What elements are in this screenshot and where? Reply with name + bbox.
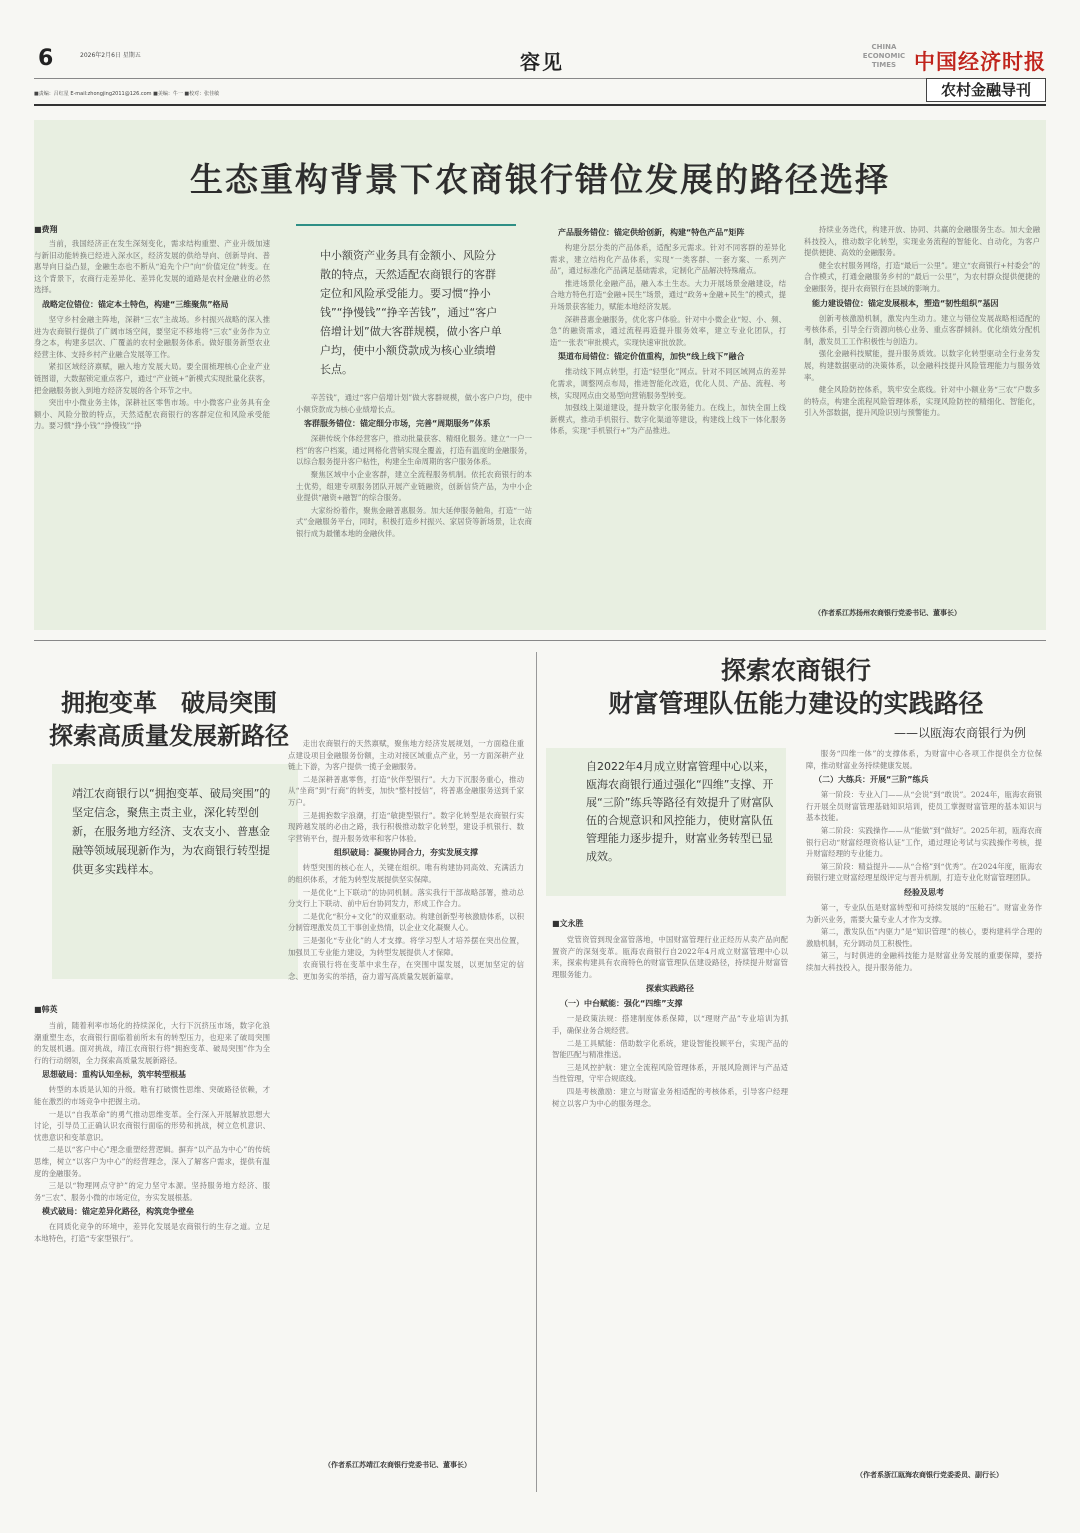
paragraph: 第一阶段：专业入门——从“会说”到“敢说”。2024年，瓯海农商银行开展全员财富管理基础知识培训，使员工掌握财富管理的基本知识与基本技能。 [806, 790, 1042, 823]
paragraph: 加强线上渠道建设，提升数字化服务能力。在线上，加快全面上线新模式，推动手机银行、数字化渠道等建设，构建线上线下一体化服务体系，实现“手机银行+”为产品推进。 [550, 403, 786, 436]
page-number: 6 [38, 46, 54, 71]
column-divider [536, 652, 537, 1492]
subheading: 渠道布局错位：锚定价值重构，加快“线上线下”融合 [558, 352, 745, 362]
article-subtitle: ——以瓯海农商银行为例 [893, 726, 1026, 740]
paragraph: 三是以“物理网点守护”的定力坚守本源。坚持服务地方经济、服务“三农”、服务小微的市场定位，夯实发展根基。 [34, 1181, 270, 1202]
paragraph: 三是拥抱数字浪潮，打造“敏捷型银行”。数字化转型是农商银行实现跨越发展的必由之路，我行积极推动数字化转型，建设手机银行、数字营销平台，提升服务效率和客户体验。 [288, 810, 524, 843]
paragraph: 一是以“自我革命”的勇气推动思维变革。全行深入开展解放思想大讨论，引导员工正确认识农商银行面临的形势和挑战，树立危机意识、忧患意识和变革意识。 [34, 1109, 270, 1142]
subheading: 探索实践路径 [646, 984, 694, 994]
pull-quote: 自2022年4月成立财富管理中心以来，瓯海农商银行通过强化“四维”支撑、开展“三阶”练兵等路径有效提升了财富队伍的合规意识和风控能力，使财富队伍管理能力逐步提升，财富业务转型已显成效。 [586, 760, 775, 863]
paragraph: 当前，我国经济正在发生深刻变化，需求结构重塑、产业升级加速与新旧动能转换已经进入深水区，经济发展的供给导向、创新导向、普惠导向日益凸显，金融生态也不断从“追先个户”向“价值定位”转变。在这个背景下，农商行走差异化、差异化发展的道路是农村金融业的必然选择。 [34, 239, 270, 295]
article-column [806, 748, 1042, 1464]
paragraph: 第三，与时俱进的金融科技能力是财富业务发展的重要保障，要持续加大科技投入，提升服务能力。 [806, 951, 1042, 972]
article-column [34, 1020, 270, 1476]
editor-credits: ■责编：吕红星 E-mail:zhongjing2011@126.com ■美编：牛一 ■校对：张佳敏 [34, 91, 220, 97]
subheading: 经验及思考 [904, 887, 944, 897]
subheading: 思想破局：重构认知坐标，筑牢转型根基 [42, 1070, 186, 1080]
subheading: （二）大练兵：开展“三阶”练兵 [814, 775, 929, 785]
paragraph: 深耕普惠金融服务，优化客户体验。针对中小微企业“短、小、频、急”的融资需求，通过流程再造提升服务效率，建立专业化团队，打造“一张表”审批模式，实现快速审批放款。 [550, 314, 786, 347]
subheading: 客群服务错位：锚定细分市场，完善“周期服务”体系 [304, 419, 491, 429]
paragraph: 辛苦钱”，通过“客户倍增计划”做大客群规模，做小客户户均，使中小额贷款成为核心业绩增长点。 [296, 393, 532, 414]
paragraph: 党管资管到现金富管落地，中国财富管理行业正经历从卖产品向配置资产的深刻变革。瓯海农商银行自2022年4月成立财富管理中心以来，探索构建具有农商特色的财富管理队伍建设路径，持续提升财富管理服务能力。 [552, 935, 788, 979]
issue-date: 2026年2月6日 星期五 [80, 52, 141, 59]
paragraph: 推进场景化金融产品，融入本土生态。大力开展场景金融建设，结合地方特色打造“金融+民生”场景，通过“政务+金融+民生”的模式，提升场景获客能力，赋能本地经济发展。 [550, 278, 786, 311]
english-logo-line: ECONOMIC [862, 52, 906, 60]
english-logo-line: TIMES [871, 61, 897, 69]
subheading: 模式破局：锚定差异化路径，构筑竞争壁垒 [42, 1207, 194, 1217]
subheading: 产品服务错位：锚定供给创新，构建“特色产品”矩阵 [558, 228, 745, 237]
paragraph: 坚守乡村金融主阵地，深耕“三农”主战场。乡村振兴战略的深入推进为农商银行提供了广阔市场空间，要坚定不移地将“三农”业务作为立身之本，构建多层次、广覆盖的农村金融服务体系。做好服务新型农业经营主体、支持乡村产业融合发展等工作。 [34, 314, 270, 359]
article-column [288, 738, 524, 1454]
subheading: 组织破局：凝聚协同合力，夯实发展支撑 [334, 848, 478, 858]
paragraph: 第三阶段：精益提升——从“合格”到“优秀”。在2024年度，瓯海农商银行建立财富经理星级评定与晋升机制，打造专业化财富管理团队。 [806, 861, 1042, 883]
headline-line: 探索高质量发展新路径 [49, 721, 289, 750]
article-headline [34, 686, 304, 752]
paragraph: 二是深耕普惠零售，打造“伙伴型银行”。大力下沉服务重心，推动从“坐商”到“行商”的转变，加快“整村授信”，将普惠金融服务送到千家万户。 [288, 774, 524, 807]
author-signature: （作者系江苏靖江农商银行党委书记、董事长） [324, 1461, 471, 1469]
paragraph: 二是以“客户中心”理念重塑经营逻辑。摒弃“以产品为中心”的传统思维，树立“以客户为中心”的经营理念，深入了解客户需求，提供有温度的金融服务。 [34, 1145, 270, 1178]
author-signature: （作者系江苏扬州农商银行党委书记、董事长） [814, 609, 961, 617]
masthead-bottom-rule [34, 104, 1046, 106]
paragraph: 二是优化“积分+文化”的双重驱动。构建创新型考核激励体系，以积分制管理激发员工干事创业热情，以企业文化凝聚人心。 [288, 911, 524, 933]
paragraph: 在同质化竞争的环境中，差异化发展是农商银行的生存之道。立足本地特色，打造“专家型银行”。 [34, 1222, 270, 1243]
english-logo [860, 43, 908, 70]
column-tag: 农村金融导刊 [926, 78, 1046, 102]
paragraph: 一是政策法规：搭建制度体系保障，以“理财产品”专业培训为抓手，确保业务合规经营。 [552, 1014, 788, 1035]
author-signature: （作者系浙江瓯海农商银行党委委员、副行长） [856, 1471, 1003, 1479]
bottom-right-article [546, 652, 1046, 1492]
article-column [552, 934, 788, 1474]
subheading: 战略定位错位：锚定本土特色，构建“三维聚焦”格局 [42, 299, 229, 309]
paragraph: 构建分层分类的产品体系，适配多元需求。针对不同客群的差异化需求，建立结构化产品体系，实现“一类客群、一套方案、一系列产品”，通过标准化产品满足基础需求，定制化产品解决特殊痛点。 [550, 243, 786, 276]
subheading: 能力建设错位：锚定发展根本，塑造“韧性组织”基因 [812, 298, 999, 308]
paragraph: 创新考核激励机制，激发内生动力。建立与错位发展战略相适配的考核体系，引导全行资源向核心业务、重点客群倾斜。优化绩效分配机制，激发员工工作积极性与创造力。 [804, 313, 1040, 346]
pull-quote: 中小额资产业务具有金额小、风险分散的特点，天然适配农商银行的客群定位和风险承受能力。要习惯“挣小钱”“挣慢钱”“挣辛苦钱”，通过“客户倍增计划”做大客群规模，做小客户单户均，使中小额贷款成为核心业绩增长点。 [320, 249, 502, 376]
pull-quote: 靖江农商银行以“拥抱变革、破局突围”的坚定信念，聚焦主责主业，深化转型创新，在服务地方经济、支农支小、普惠金融等领域展现新作为，为农商银行转型提供更多实践样本。 [72, 787, 271, 876]
paragraph: 聚焦区域中小企业客群，建立全流程服务机制。依托农商银行的本土优势，组建专项服务团队开展产业链融资，创新信贷产品，为中小企业提供“融资+融智”的综合服务。 [296, 469, 532, 503]
paragraph: 服务“四维一体”的支撑体系，为财富中心各项工作提供全方位保障，推动财富业务持续健康发展。 [806, 749, 1042, 770]
article-author: ■费翔 [34, 225, 58, 234]
paragraph: 三是风控护航：建立全流程风险管理体系，开展风险测评与产品适当性管理，守牢合规底线。 [552, 1062, 788, 1084]
headline-line: 拥抱变革 破局突围 [61, 688, 277, 717]
article-headline: 生态重构背景下农商银行错位发展的路径选择 [190, 160, 890, 199]
quote-rule [296, 224, 516, 226]
paragraph: 农商银行将在变革中求生存，在突围中谋发展，以更加坚定的信念、更加务实的举措，奋力谱写高质量发展新篇章。 [288, 960, 524, 981]
article-column [804, 224, 1040, 602]
article-column [34, 238, 270, 622]
paragraph: 一是优化“上下联动”的协同机制。落实我行干部战略部署，推动总分支行上下联动、前中后台协同发力，形成工作合力。 [288, 887, 524, 909]
section-name: 容见 [520, 50, 564, 74]
article-author: ■文永胜 [552, 919, 584, 928]
paragraph: 大家纷纷着作，聚焦金融普惠服务。加大延伸服务触角，打造“一站式”金融服务平台，同时，积极打造乡村振兴、家居贷等新场景，让农商银行成为最懂本地的金融伙伴。 [296, 505, 532, 538]
paragraph: 推动线下网点转型，打造“轻型化”网点。针对不同区域网点的差异化需求，调整网点布局，推进智能化改造，优化人员、产品、流程、考核，实现网点由交易型向营销服务型转变。 [550, 367, 786, 400]
english-logo-line: CHINA [871, 43, 897, 51]
article-headline [546, 654, 1046, 720]
paragraph: 健全风险防控体系，筑牢安全底线。针对中小额业务“三农”户数多的特点，构建全流程风险管理体系，实现风险防控的精细化、智能化，引入外部数据，提升风险识别与预警能力。 [804, 385, 1040, 418]
article-author: ■韩英 [34, 1005, 58, 1014]
headline-line: 财富管理队伍能力建设的实践路径 [608, 689, 984, 718]
paragraph: 第二阶段：实践操作——从“能做”到“做好”。2025年初，瓯海农商银行启动“财富经理资格认证”工作，通过理论考试与实践操作考核，提升财富经理的专业能力。 [806, 825, 1042, 859]
article-column [550, 224, 786, 622]
newspaper-logo: 中国经济时报 [914, 49, 1046, 74]
paragraph: 转型的本质是认知的升级。唯有打破惯性思维、突破路径依赖，才能在激烈的市场竞争中把握主动。 [34, 1085, 270, 1106]
paragraph: 深耕传统个体经营客户，推动批量获客、精细化服务。建立“一户一档”的客户档案，通过网格化营销实现全覆盖，打造有温度的金融服务，以综合服务提升客户粘性，构建全生命周期的客户服务体系。 [296, 434, 532, 467]
paragraph: 第一，专业队伍是财富转型和可持续发展的“压舱石”。财富业务作为新兴业务，需要大量专业人才作为支撑。 [806, 902, 1042, 924]
paragraph: 第二，激发队伍“内驱力”是“知识管理”的核心，要构建科学合理的激励机制，充分调动员工积极性。 [806, 927, 1042, 948]
bottom-left-article [34, 652, 526, 1492]
masthead-rule [34, 78, 926, 79]
paragraph: 强化金融科技赋能，提升服务质效。以数字化转型驱动全行业务发展，构建数据驱动的决策体系，以金融科技提升风险管理能力与服务效率。 [804, 349, 1040, 382]
paragraph: 转型突围的核心在人，关键在组织。唯有构建协同高效、充满活力的组织体系，才能为转型发展提供坚实保障。 [288, 863, 524, 884]
paragraph: 紧扣区域经济禀赋，融入地方发展大局。要全面梳理核心企业产业链图谱，大数据锁定重点客户，通过“产业链+”新模式实现批量化获客，把金融服务嵌入到地方经济发展的各个环节之中。 [34, 362, 270, 395]
paragraph: 三是强化“专业化”的人才支撑。将学习型人才培养摆在突出位置，加强员工专业能力建设，为转型发展提供人才保障。 [288, 935, 524, 957]
paragraph: 四是考核激励：建立与财富业务相适配的考核体系，引导客户经理树立以客户为中心的服务理念。 [552, 1086, 788, 1108]
paragraph: 持续业务迭代，构建开放、协同、共赢的金融服务生态。加大金融科技投入，推动数字化转型，实现业务流程的智能化、自动化，为客户提供便捷、高效的金融服务。 [804, 225, 1040, 258]
subheading: （一）中台赋能：强化“四维”支撑 [560, 999, 683, 1009]
paragraph: 健全农村服务网络，打造“最后一公里”。建立“农商银行+村委会”的合作模式，打通金融服务乡村的“最后一公里”，为农村群众提供便捷的金融服务，提升农商银行在县域的影响力。 [804, 260, 1040, 293]
paragraph: 突出中小微业务主体，深耕社区零售市场。中小微客户业务具有金额小、风险分散的特点，天然适配农商银行的客群定位和风险承受能力。要习惯“挣小钱”“挣慢钱”“挣 [34, 398, 270, 431]
article-column [296, 392, 532, 622]
section-divider [34, 640, 1046, 641]
paragraph: 走出农商银行的天然禀赋，聚焦地方经济发展规划，一方面稳住重点建设项目金融服务份额，主动对接区域重点产业，另一方面深耕产业链上下游，为客户提供一揽子金融服务。 [288, 739, 524, 772]
masthead [34, 40, 1046, 100]
headline-line: 探索农商银行 [720, 656, 871, 685]
paragraph: 二是工具赋能：借助数字化系统，建设智能投顾平台，实现产品的智能匹配与精准推送。 [552, 1038, 788, 1060]
top-article [34, 120, 1046, 630]
paragraph: 当前，随着利率市场化的持续深化，大行下沉挤压市场，数字化浪潮重塑生态，农商银行面临着前所未有的转型压力，也迎来了破局突围的发展机遇。面对挑战，靖江农商银行将“拥抱变革、破局突围”作为全行的行动纲领，全力探索高质量发展新路径。 [34, 1021, 270, 1065]
